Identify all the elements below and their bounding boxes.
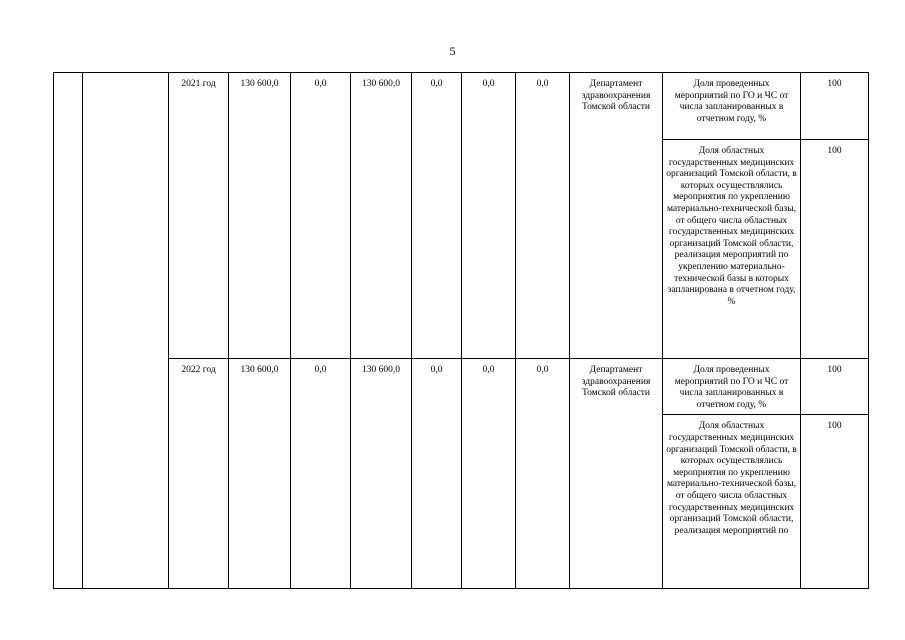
indicator-name-cell: Доля областных государственных медицинских организаций Томской области, в которых осуществлялись мероприятия по укреплению материально-технической базы, от общего числа областных государственных медицинских организаций Томской области, реализация мероприятий по укреплению материально-технической базы в которых запланирована в отчетном году, % xyxy=(663,140,801,359)
department-cell: Департамент здравоохранения Томской области xyxy=(570,73,663,359)
indicator-name-cell: Доля проведенных мероприятий по ГО и ЧС от числа запланированных в отчетном году, % xyxy=(663,359,801,415)
indicator-value-cell: 100 xyxy=(801,140,869,359)
other-funding-cell: 0,0 xyxy=(462,359,516,589)
page-number: 5 xyxy=(449,44,456,58)
year-cell: 2022 год xyxy=(169,359,229,589)
regional-funding-cell: 130 600,0 xyxy=(351,359,412,589)
indicator-name-cell: Доля областных государственных медицинских организаций Томской области, в которых осуществлялись мероприятия по укреплению материально-технической базы, от общего числа областных государственных медицинских организаций Томской области, реализация мероприятий по xyxy=(663,415,801,589)
regional-funding-cell: 130 600,0 xyxy=(351,73,412,359)
department-cell: Департамент здравоохранения Томской области xyxy=(570,359,663,589)
table-row xyxy=(54,73,869,140)
funding-table xyxy=(53,72,869,589)
federal-funding-cell: 0,0 xyxy=(291,73,351,359)
indicator-value-cell: 100 xyxy=(801,415,869,589)
other-funding-cell: 0,0 xyxy=(462,73,516,359)
indicator-name-cell: Доля проведенных мероприятий по ГО и ЧС от числа запланированных в отчетном году, % xyxy=(663,73,801,140)
total-funding-cell: 130 600,0 xyxy=(229,73,291,359)
total-funding-cell: 130 600,0 xyxy=(229,359,291,589)
extra-funding-cell: 0,0 xyxy=(516,73,570,359)
indicator-value-cell: 100 xyxy=(801,73,869,140)
federal-funding-cell: 0,0 xyxy=(291,359,351,589)
indicator-value-cell: 100 xyxy=(801,359,869,415)
local-funding-cell: 0,0 xyxy=(412,73,462,359)
table-row xyxy=(54,359,869,415)
year-cell: 2021 год xyxy=(169,73,229,359)
blank-cell-task xyxy=(83,73,169,589)
blank-cell-number xyxy=(54,73,83,589)
local-funding-cell: 0,0 xyxy=(412,359,462,589)
extra-funding-cell: 0,0 xyxy=(516,359,570,589)
